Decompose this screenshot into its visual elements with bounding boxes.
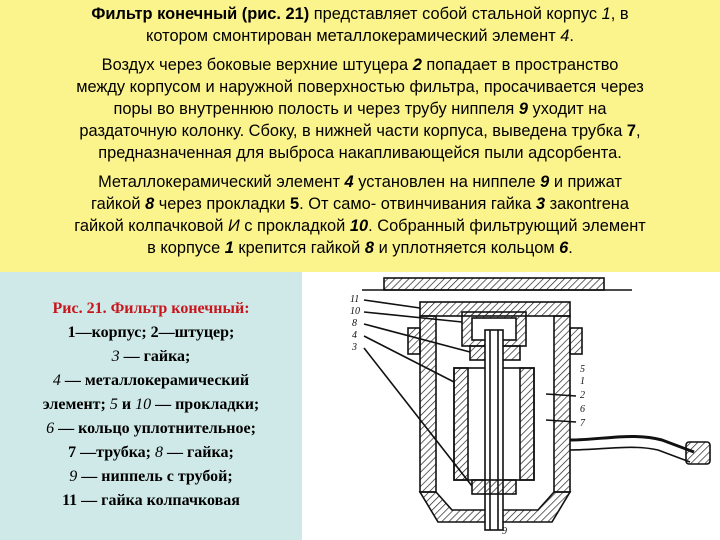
callout-label: 8 <box>352 318 357 329</box>
caption-line-6: 6 — кольцо уплотнительное; <box>46 420 256 437</box>
fitting-left <box>408 328 420 354</box>
top-flange <box>384 278 604 290</box>
caption-line-9: 11 — гайка колпачковая <box>62 492 240 509</box>
paragraph-line-9: гайкой 8 через прокладки 5. От само- отвинчивания гайка 3 закontrена <box>91 195 629 213</box>
caption-line-5: элемент; 5 и 10 — прокладки; <box>42 396 260 413</box>
caption-line-2: 1—корпус; 2—штуцер; <box>67 324 235 341</box>
caption-title: Рис. 21. Фильтр конечный: <box>52 300 250 317</box>
drawing-svg <box>302 272 720 540</box>
callout-label: 1 <box>580 376 585 387</box>
callout-label: 9 <box>502 526 507 537</box>
caption-line-7: 7 —трубка; 8 — гайка; <box>68 444 234 461</box>
callout-label: 7 <box>580 418 585 429</box>
callout-label: 4 <box>352 330 357 341</box>
callout-label: 2 <box>580 390 585 401</box>
nut-8 <box>472 480 516 494</box>
figure-caption <box>0 272 302 540</box>
paragraph-line-7: предназначенная для выброса накапливающейся пыли адсорбента. <box>98 144 622 162</box>
paragraph-line-2: котором смонтирован металлокерамический элемент 4. <box>146 27 574 45</box>
paragraph-line-1: Фильтр конечный (рис. 21) представляет собой стальной корпус 1, в <box>91 5 629 23</box>
fitting-right <box>570 328 582 354</box>
paragraph-line-3: Воздух через боковые верхние штуцера 2 попадает в пространство <box>101 56 619 74</box>
tube-fitting <box>686 442 710 464</box>
caption-line-3: 3 — гайка; <box>111 348 191 365</box>
paragraph-line-4: между корпусом и наружной поверхностью фильтра, просачивается через <box>76 78 644 96</box>
paragraph-line-11: в корпусе 1 крепится гайкой 8 и уплотняется кольцом 6. <box>147 239 573 257</box>
caption-line-4: 4 — металлокерамический <box>52 372 250 389</box>
caption-line-8: 9 — ниппель с трубой; <box>69 468 233 485</box>
nipple-tube <box>485 330 503 530</box>
paragraph-line-10: гайкой колпачковой И с прокладкой 10. Собранный фильтрующий элемент <box>74 217 646 235</box>
paragraph-line-6: раздаточную колонку. Сбоку, в нижней части корпуса, выведена трубка 7, <box>79 122 641 140</box>
paragraph-line-8: Металлокерамический элемент 4 установлен на ниппеле 9 и прижат <box>98 173 622 191</box>
callout-label: 3 <box>352 342 357 353</box>
paragraph-line-5: поры во внутреннюю полость и через трубу ниппеля 9 уходит на <box>113 100 607 118</box>
callout-label: 5 <box>580 364 585 375</box>
filter-cross-section-drawing <box>302 272 720 540</box>
callout-label: 10 <box>350 306 360 317</box>
callout-label: 11 <box>350 294 360 305</box>
body-right-wall <box>554 316 570 492</box>
figure-reference: Фильтр конечный (рис. 21) <box>91 5 310 23</box>
callout-label: 6 <box>580 404 585 415</box>
